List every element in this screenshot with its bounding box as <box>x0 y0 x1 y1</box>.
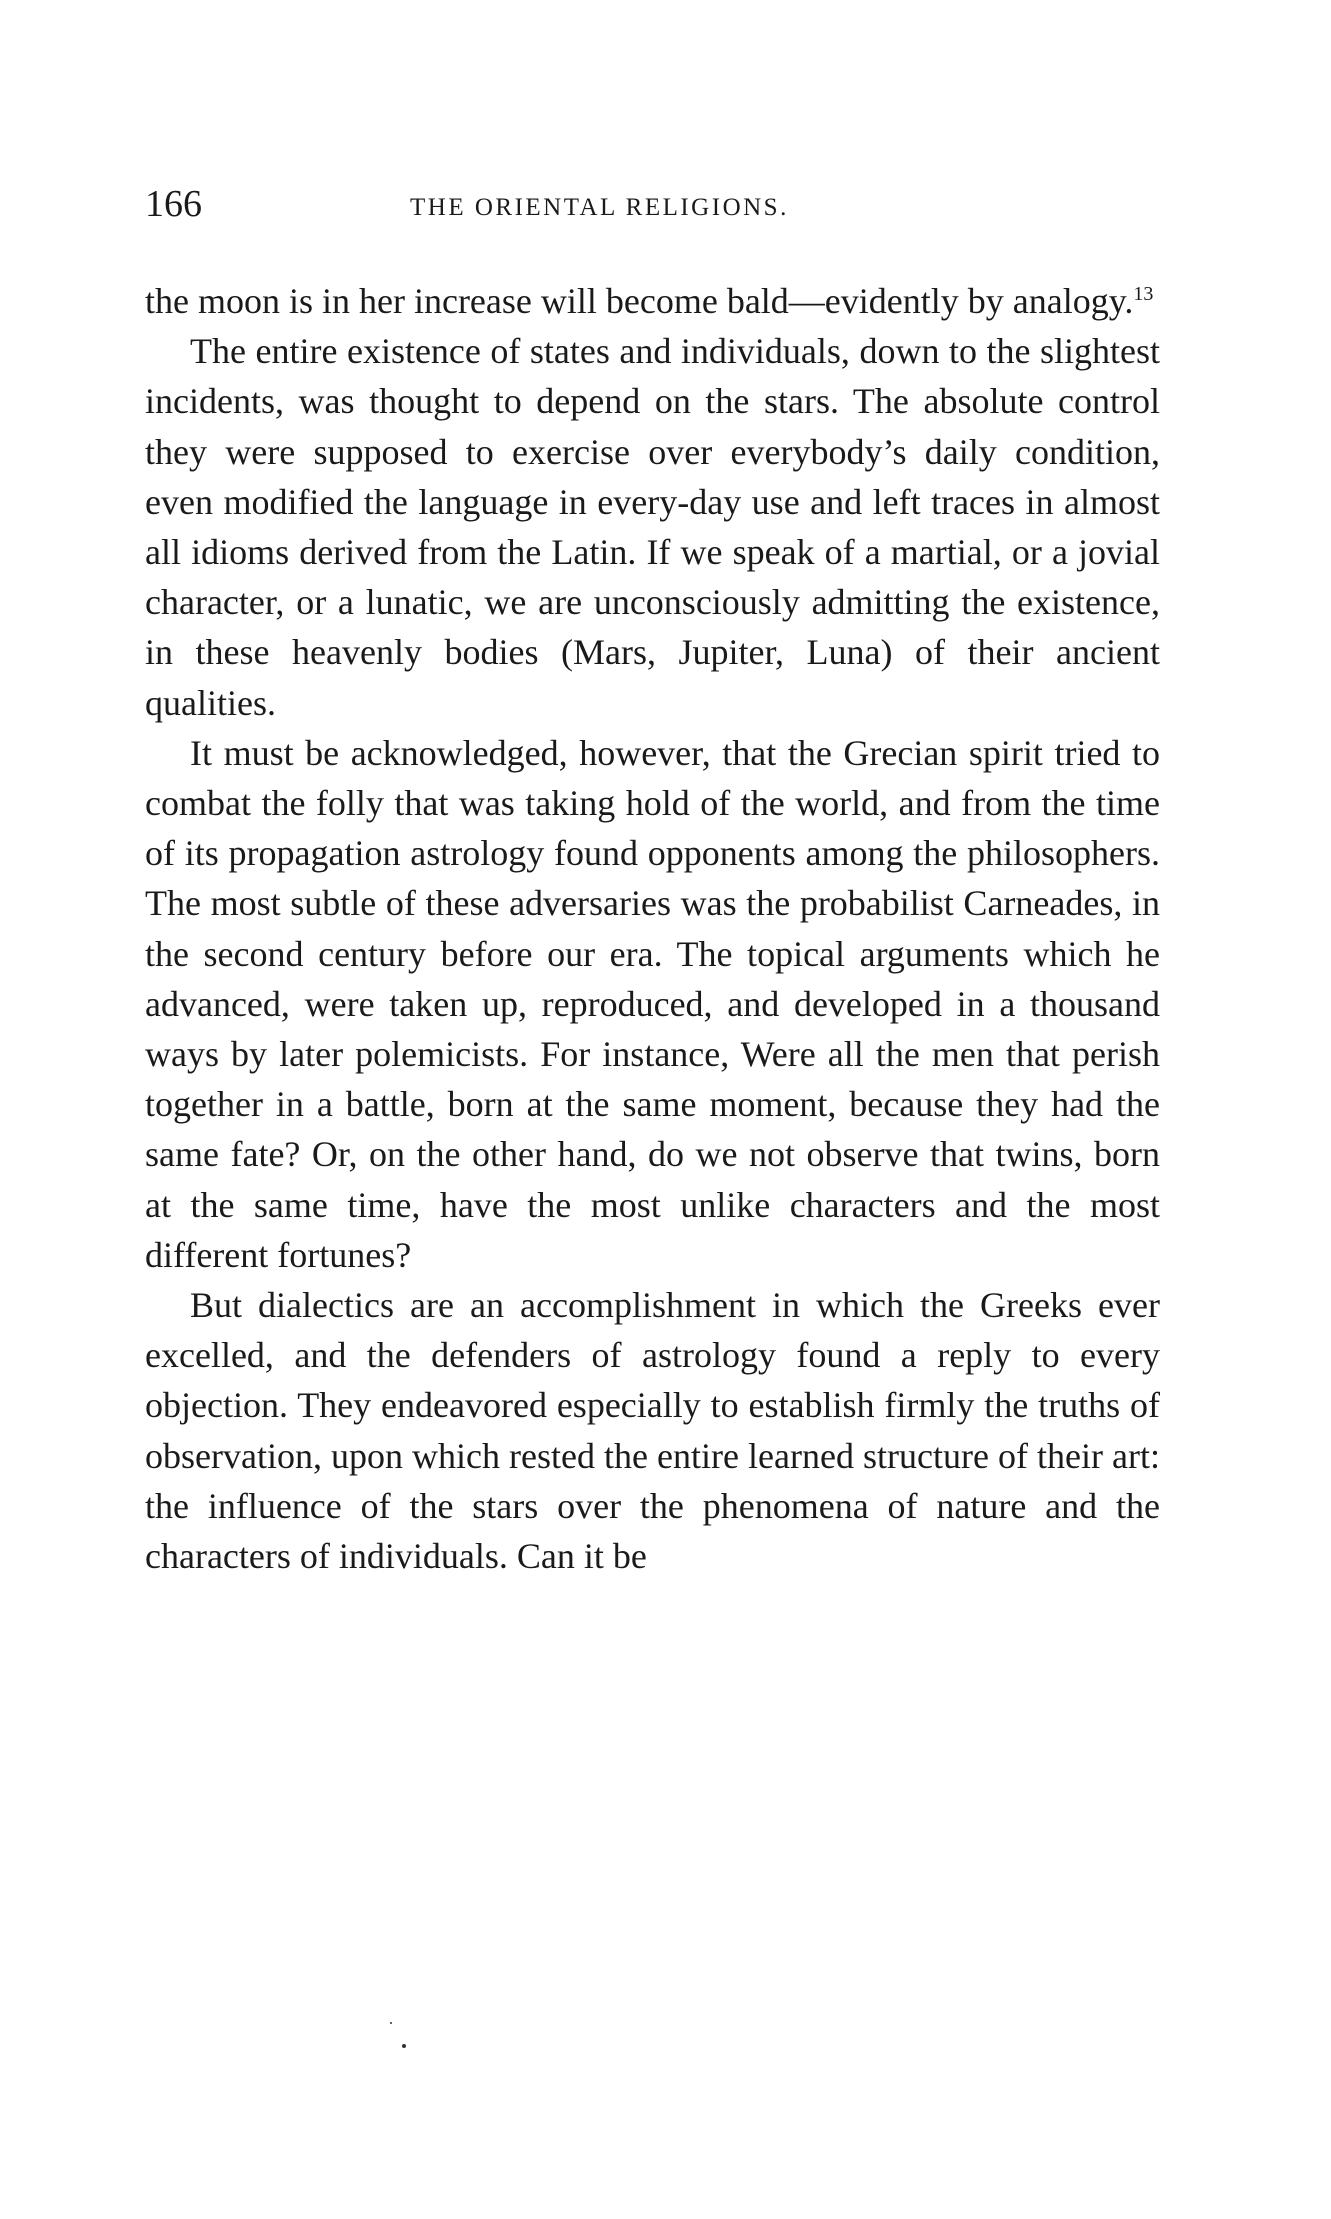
paragraph-1 <box>145 276 1160 326</box>
paragraph-4: But dialectics are an accomplishment in which the Greeks ever excelled, and the defenders of astrology found a reply to every objection. They endeavored especially to establish firmly the truths of observation, upon which rested the entire learned structure of their art: the influence of the stars over the phenomena of nature and the characters of individuals. Can it be <box>145 1285 1160 1577</box>
body-text <box>145 276 1160 1581</box>
page-number: 166 <box>145 183 202 225</box>
page-header <box>145 180 1160 240</box>
running-head: THE ORIENTAL RELIGIONS. <box>410 194 789 221</box>
paragraph-1-text: the moon is in her increase will become bald—evidently by analogy. <box>145 281 1134 321</box>
footnote-reference: 13 <box>1133 283 1154 305</box>
paragraph-2: The entire existence of states and individuals, down to the slightest incidents, was thought to depend on the stars. The absolute control they were supposed to exercise over everybody’s daily condition, even modified the language in every-day use and left traces in almost all idioms derived from the Latin. If we speak of a martial, or a jovial character, or a lunatic, we are unconsciously admitting the existence, in these heavenly bodies (Mars, Jupiter, Luna) of their ancient qualities. <box>145 331 1160 723</box>
paper-speck <box>402 2044 406 2048</box>
paragraph-3: It must be acknowledged, however, that the Grecian spirit tried to combat the folly that was taking hold of the world, and from the time of its propagation astrology found opponents among the philosophers. The most subtle of these adversaries was the probabilist Carneades, in the second century before our era. The topical arguments which he advanced, were taken up, reproduced, and developed in a thousand ways by later polemicists. For instance, Were all the men that perish together in a battle, born at the same moment, because they had the same fate? Or, on the other hand, do we not observe that twins, born at the same time, have the most unlike characters and the most different fortunes? <box>145 732 1160 1275</box>
paper-speck <box>390 2022 392 2024</box>
